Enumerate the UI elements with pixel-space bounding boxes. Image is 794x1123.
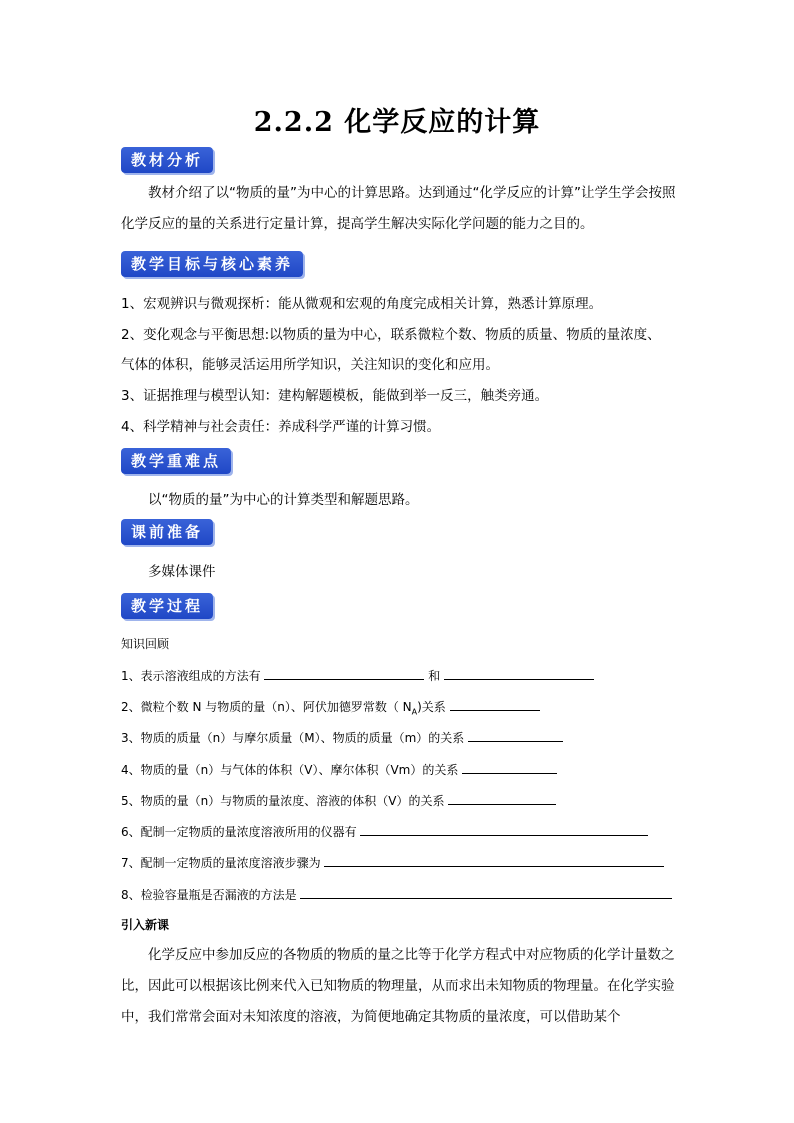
intro-paragraph: 化学反应中参加反应的各物质的物质的量之比等于化学方程式中对应物质的化学计量数之比，因此可以根据该比例来代入已知物质的物理量，从而求出未知物质的物理量。在化学实验中，我们常常会面对未知浓度的溶液，为简便地确定其物质的量浓度，可以借助某个 [121, 947, 675, 1025]
goal-item-4: 4、科学精神与社会责任：养成科学严谨的计算习惯。 [121, 419, 441, 435]
answer-blank[interactable] [360, 823, 648, 836]
review-q2-subscript: A [411, 707, 418, 717]
review-q4-text: 4、物质的量（n）与气体的体积（V）、摩尔体积（Vm）的关系 [121, 763, 459, 777]
answer-blank[interactable] [324, 854, 664, 867]
review-q3-text: 3、物质的质量（n）与摩尔质量（M）、物质的质量（m）的关系 [121, 731, 465, 745]
review-question-2 [121, 698, 540, 716]
section-badge-analysis: 教材分析 [121, 147, 213, 173]
answer-blank[interactable] [462, 761, 557, 774]
section-badge-goals: 教学目标与核心素养 [121, 251, 303, 277]
goal-item-2: 2、变化观念与平衡思想:以物质的量为中心，联系微粒个数、物质的质量、物质的量浓度、 [121, 327, 661, 343]
review-heading: 知识回顾 [121, 637, 170, 651]
goal-item-2-cont: 气体的体积，能够灵活运用所学知识，关注知识的变化和应用。 [121, 357, 499, 373]
review-q8-text: 8、检验容量瓶是否漏液的方法是 [121, 888, 297, 902]
review-question-8 [121, 886, 672, 903]
prep-text: 多媒体课件 [148, 564, 216, 580]
review-q1-and: 和 [428, 669, 441, 683]
review-q2-text: 2、微粒个数 N 与物质的量（n）、阿伏加德罗常数（ N [121, 700, 412, 714]
review-question-6 [121, 823, 648, 840]
answer-blank[interactable] [468, 729, 563, 742]
review-q5-text: 5、物质的量（n）与物质的量浓度、溶液的体积（V）的关系 [121, 794, 445, 808]
analysis-paragraph: 教材介绍了以“物质的量”为中心的计算思路。达到通过“化学反应的计算”让学生学会按照化学反应的量的关系进行定量计算，提高学生解决实际化学问题的能力之目的。 [121, 185, 676, 232]
review-question-3 [121, 729, 563, 746]
intro-heading: 引入新课 [121, 918, 170, 932]
review-question-7 [121, 854, 664, 871]
review-question-1 [121, 667, 594, 684]
review-q2-text-end: )关系 [417, 700, 446, 714]
review-q6-text: 6、配制一定物质的量浓度溶液所用的仪器有 [121, 825, 357, 839]
answer-blank[interactable] [450, 698, 540, 711]
key-points-text: 以“物质的量”为中心的计算类型和解题思路。 [148, 492, 419, 508]
answer-blank[interactable] [264, 667, 424, 680]
review-q1-text: 1、表示溶液组成的方法有 [121, 669, 261, 683]
review-question-5 [121, 792, 556, 809]
section-badge-prep: 课前准备 [121, 519, 213, 545]
review-q7-text: 7、配制一定物质的量浓度溶液步骤为 [121, 856, 321, 870]
review-question-4 [121, 761, 557, 778]
answer-blank[interactable] [300, 886, 672, 899]
goal-item-1: 1、宏观辨识与微观探析：能从微观和宏观的角度完成相关计算，熟悉计算原理。 [121, 296, 603, 312]
section-badge-key-points: 教学重难点 [121, 448, 231, 474]
document-title: 2.2.2 化学反应的计算 [253, 107, 541, 138]
goal-item-3: 3、证据推理与模型认知：建构解题模板，能做到举一反三，触类旁通。 [121, 388, 549, 404]
section-badge-process: 教学过程 [121, 593, 213, 619]
answer-blank[interactable] [448, 792, 556, 805]
answer-blank[interactable] [444, 667, 594, 680]
